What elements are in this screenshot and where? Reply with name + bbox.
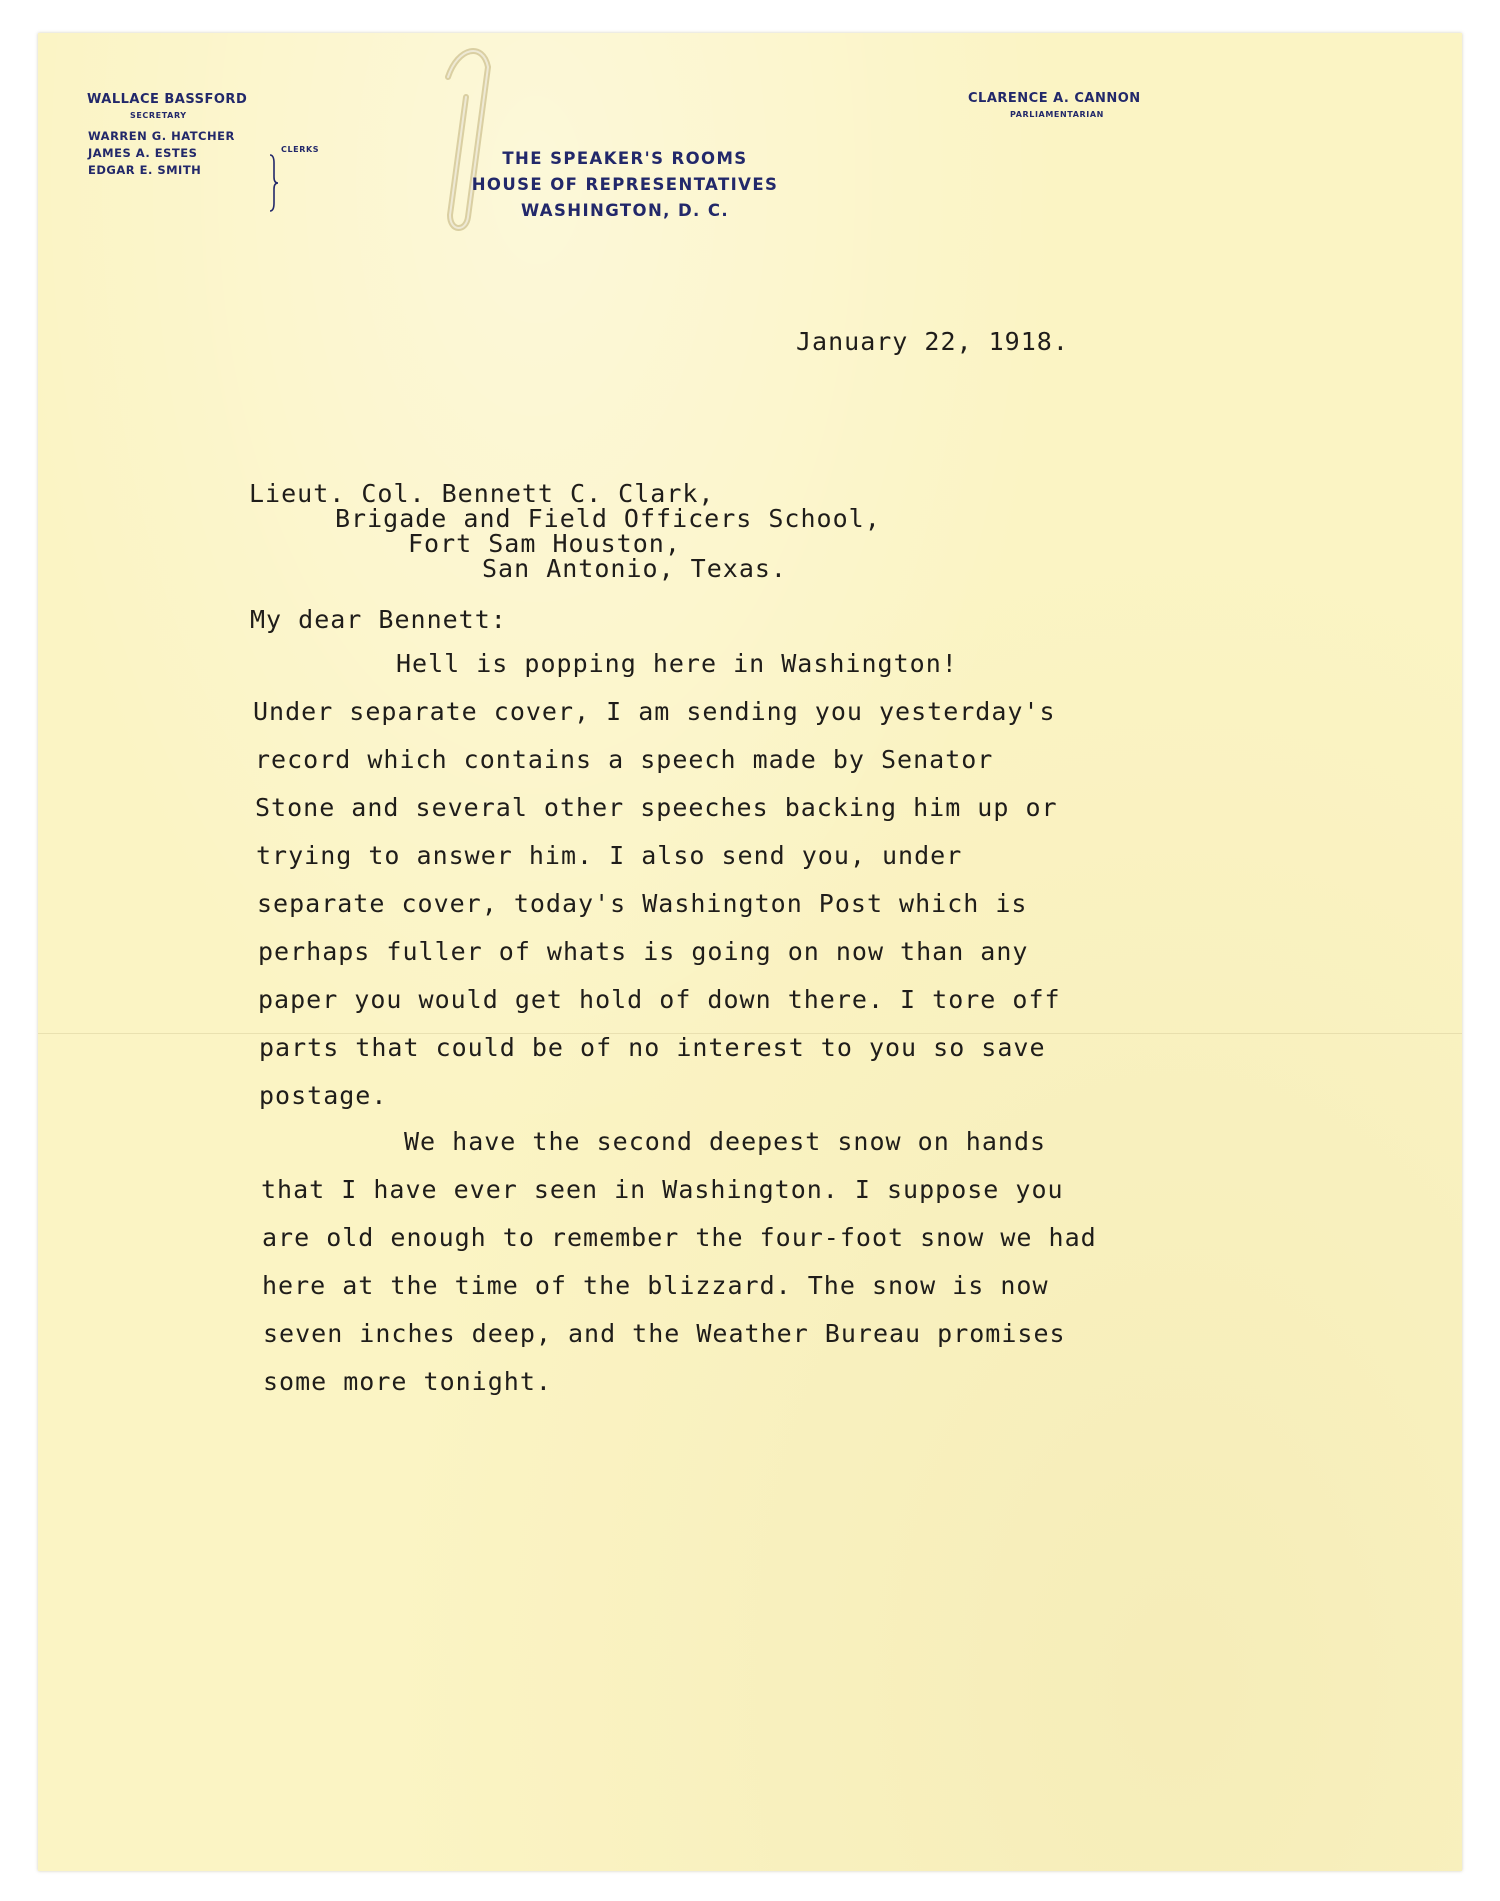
letterhead-office-line: THE SPEAKER'S ROOMS	[502, 149, 748, 168]
body-line: trying to answer him. I also send you, under	[256, 841, 963, 870]
body-line: seven inches deep, and the Weather Bureau promises	[263, 1319, 1066, 1348]
address-line: Brigade and Field Officers School,	[335, 504, 881, 533]
body-line: some more tonight.	[263, 1367, 552, 1396]
letterhead-clerk-name: JAMES A. ESTES	[88, 146, 198, 160]
letterhead-clerk-name: WARREN G. HATCHER	[88, 129, 235, 143]
body-line: Stone and several other speeches backing him up or	[255, 793, 1058, 822]
letterhead-office-line: HOUSE OF REPRESENTATIVES	[471, 175, 779, 194]
body-line: separate cover, today's Washington Post which is	[257, 889, 1028, 918]
letterhead-parliamentarian-name: CLARENCE A. CANNON	[968, 91, 1141, 106]
body-line: parts that could be of no interest to you so save	[259, 1033, 1046, 1062]
body-line: perhaps fuller of whats is going on now than any	[258, 937, 1029, 966]
letter-page	[38, 33, 1462, 1871]
letterhead-secretary-name: WALLACE BASSFORD	[87, 92, 248, 107]
address-line: Fort Sam Houston,	[408, 529, 681, 558]
salutation: My dear Bennett:	[250, 605, 507, 634]
body-line: We have the second deepest snow on hands	[404, 1127, 1047, 1156]
letterhead-clerks-label: CLERKS	[281, 145, 320, 154]
letterhead-office-line: WASHINGTON, D. C.	[520, 201, 730, 220]
letterhead-secretary-title: SECRETARY	[130, 111, 187, 120]
body-line: record which contains a speech made by Senator	[255, 745, 994, 774]
clerks-brace	[268, 153, 278, 213]
address-line: San Antonio, Texas.	[482, 554, 787, 583]
letter-date: January 22, 1918.	[796, 327, 1069, 356]
body-line: postage.	[259, 1081, 388, 1110]
body-line: Under separate cover, I am sending you yesterday's	[253, 697, 1056, 726]
body-line: here at the time of the blizzard. The snow is now	[262, 1271, 1049, 1300]
letterhead-parliamentarian-title: PARLIAMENTARIAN	[1010, 110, 1104, 119]
body-line: Hell is popping here in Washington!	[396, 649, 958, 678]
body-line: that I have ever seen in Washington. I suppose you	[261, 1175, 1064, 1204]
letterhead-clerk-name: EDGAR E. SMITH	[88, 163, 202, 177]
body-line: paper you would get hold of down there. I tore off	[258, 985, 1061, 1014]
body-line: are old enough to remember the four-foot snow we had	[262, 1223, 1097, 1252]
address-line: Lieut. Col. Bennett C. Clark,	[249, 479, 715, 508]
